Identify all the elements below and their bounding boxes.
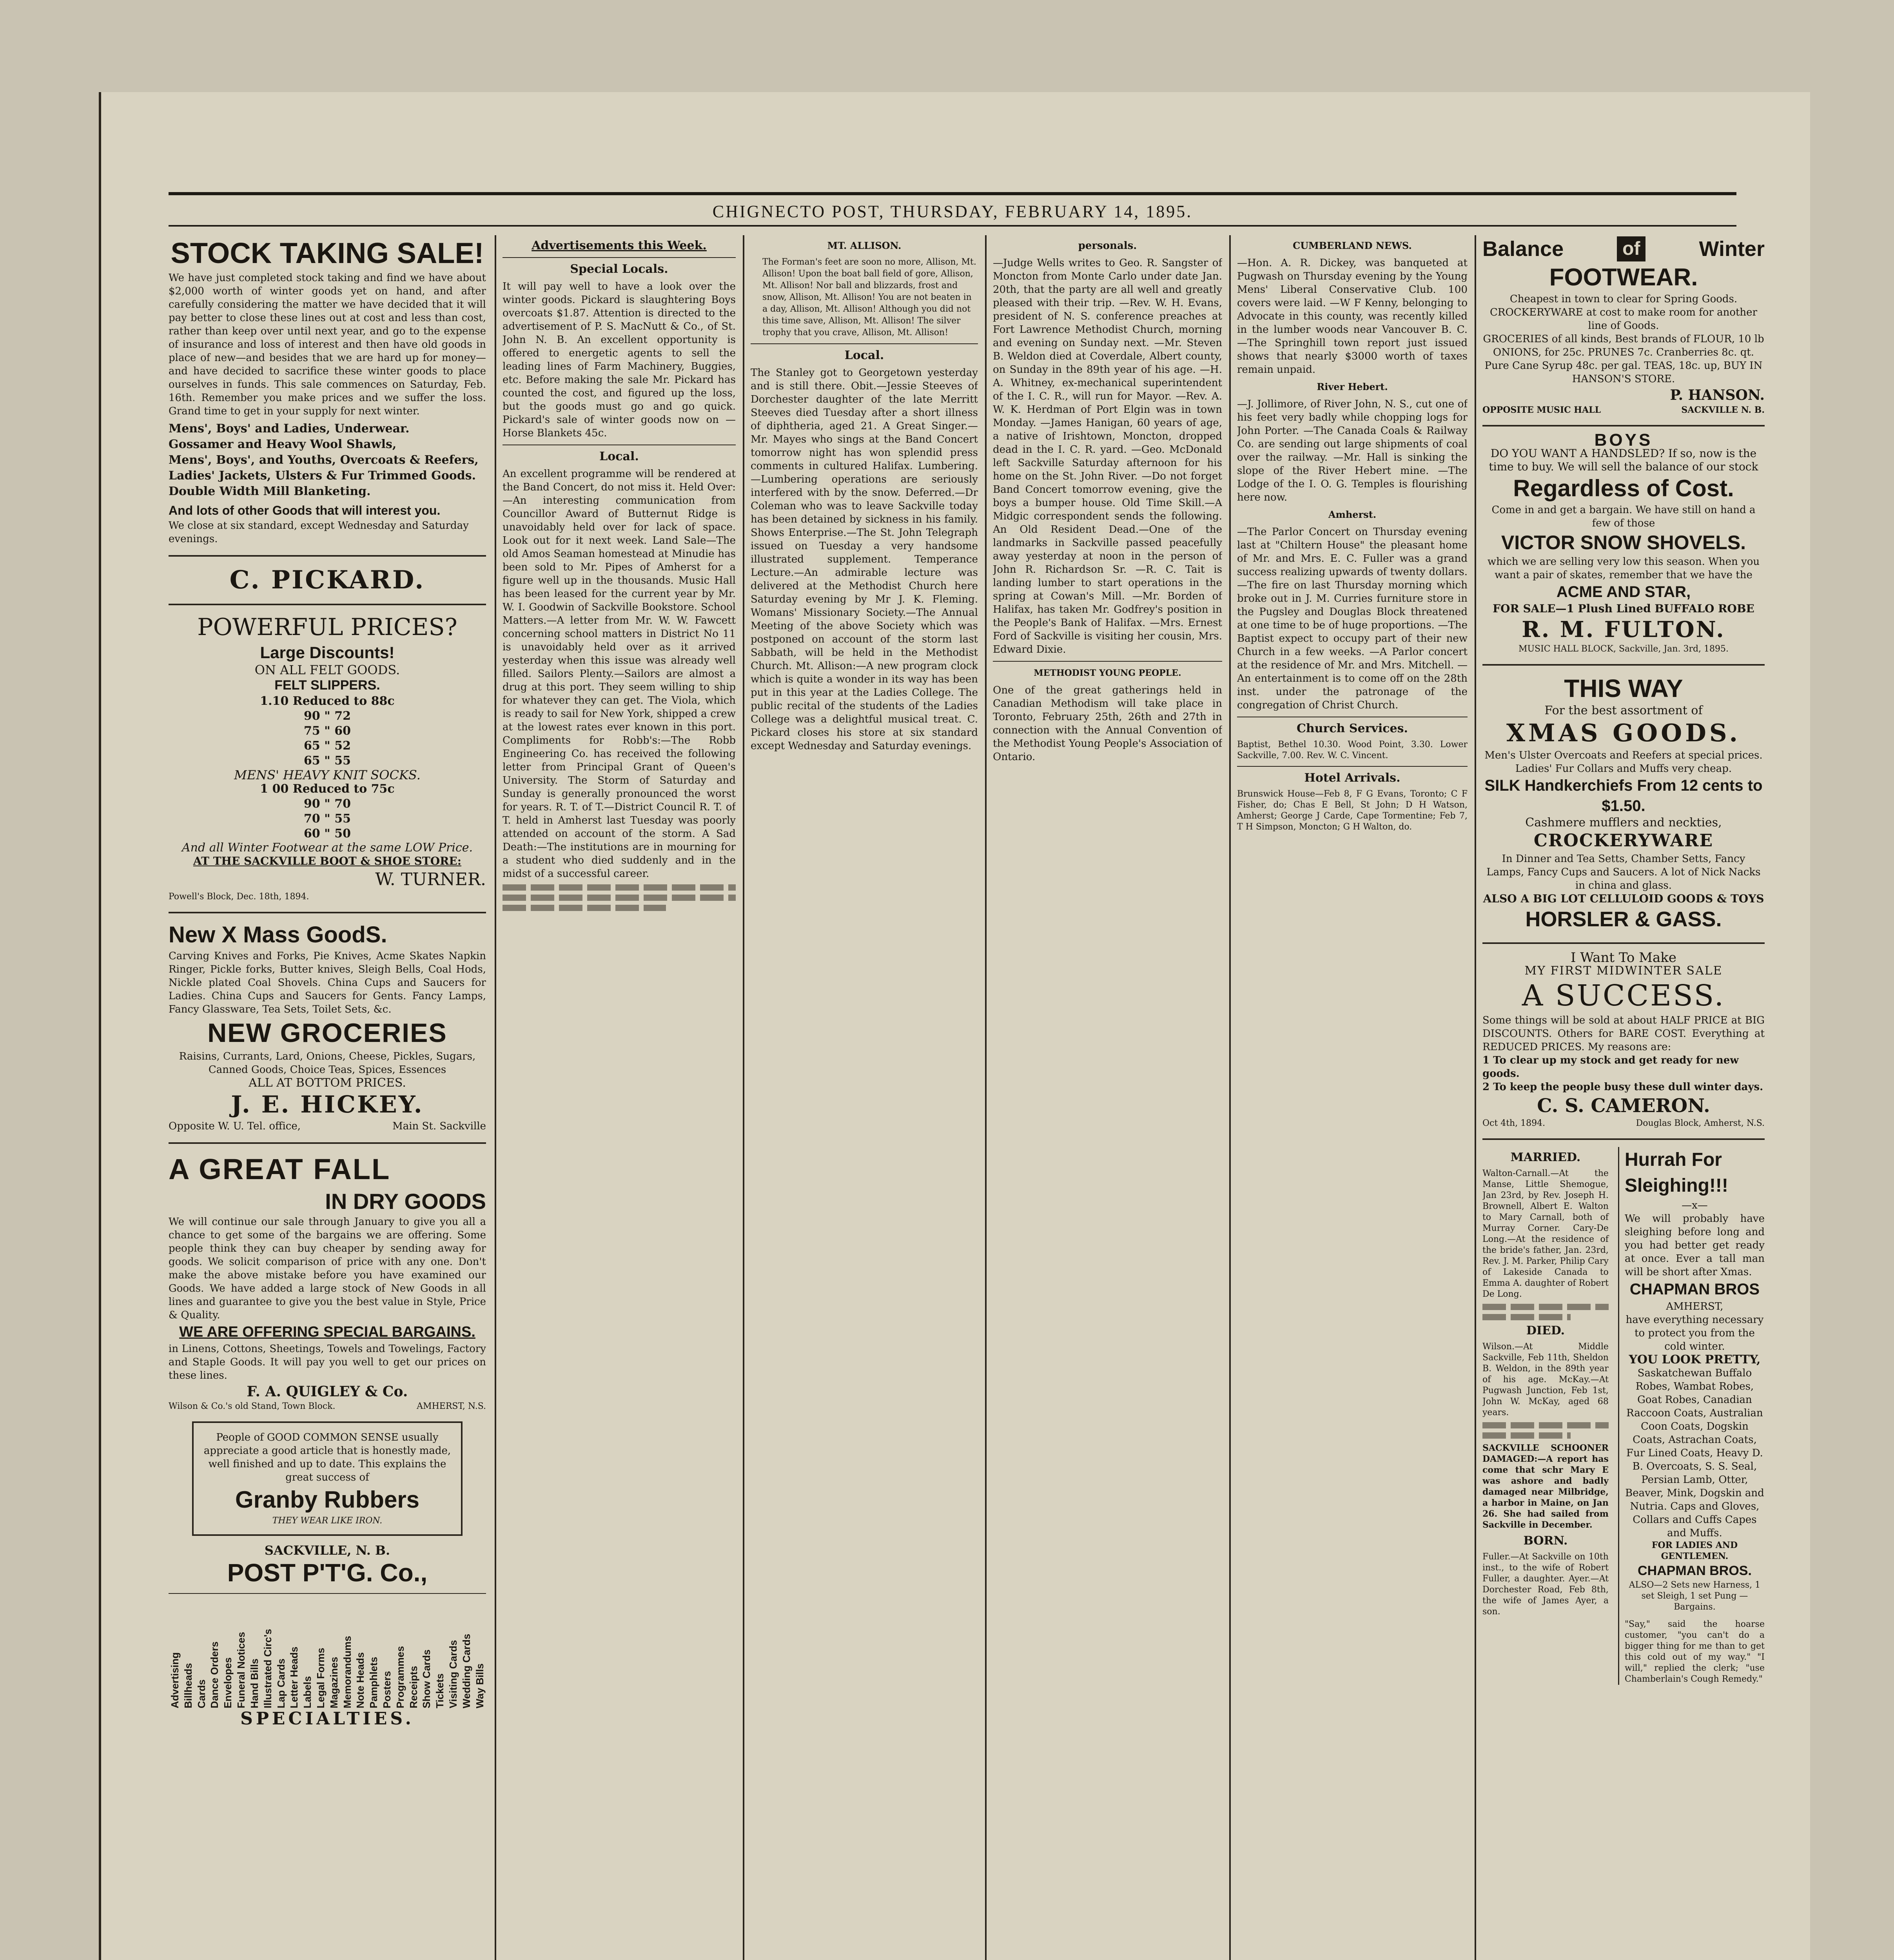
specialties: SPECIALTIES. <box>240 1709 414 1729</box>
harness-line: ALSO—2 Sets new Harness, 1 set Sleigh, 1 set Pung — Bargains. <box>1629 1580 1761 1612</box>
lower-split <box>1482 1147 1765 1685</box>
column-3-mt-allison <box>751 235 978 1960</box>
celluloid-line: ALSO A BIG LOT CELLULOID GOODS & TOYS <box>1483 892 1764 905</box>
text-line <box>1482 1304 1609 1310</box>
special-locals-title: Special Locals. <box>570 262 668 276</box>
of-word: of <box>1617 236 1645 261</box>
hanson-name: P. HANSON. <box>1670 387 1765 403</box>
column-4-personals <box>993 235 1222 1960</box>
boys-banner: BOYS <box>1594 430 1653 450</box>
stock-taking-ad <box>169 235 486 546</box>
column-rule-2 <box>743 235 744 1960</box>
hanson-address <box>1482 405 1765 416</box>
post-item: Funeral Notices <box>235 1632 247 1708</box>
fulton-name: R. M. FULTON. <box>1522 617 1725 642</box>
cameron-location: Douglas Block, Amherst, N.S. <box>1636 1118 1765 1128</box>
new-groceries-title: NEW GROCERIES <box>207 1018 447 1048</box>
chapman-title: CHAPMAN BROS <box>1629 1281 1760 1298</box>
dry-goods-title: IN DRY GOODS <box>325 1189 486 1214</box>
ladies-gents: FOR LADIES AND GENTLEMEN. <box>1651 1540 1738 1561</box>
divider <box>169 604 486 605</box>
chapman-body: have everything necessary to protect you from the cold winter. <box>1626 1314 1764 1352</box>
text-line <box>503 884 736 891</box>
crockery-line: CROCKERYWARE at cost to make room for another line of Goods. <box>1490 307 1757 332</box>
post-item: Magazines <box>328 1657 340 1708</box>
footwear-title: FOOTWEAR. <box>1549 264 1698 291</box>
text-line <box>1482 1432 1571 1439</box>
post-item: Memorandums <box>341 1636 353 1708</box>
hotel-arrivals-body: Brunswick House—Feb 8, F G Evans, Toronto; C F Fisher, do; Chas E Bell, St John; D H Watson, Amherst; George J Carde, Cape Tormentine; Feb 7, T H Simpson, Moncton; G H Walton, do. <box>1237 789 1468 832</box>
price-row: 65 " 55 <box>303 754 351 768</box>
hanson-address-left: OPPOSITE MUSIC HALL <box>1482 405 1601 415</box>
methodist-young-people-title: METHODIST YOUNG PEOPLE. <box>1034 668 1181 678</box>
cumberland-news-title: CUMBERLAND NEWS. <box>1293 240 1412 251</box>
best-assortment: For the best assortment of <box>1544 704 1703 717</box>
post-item: Cards <box>195 1679 207 1708</box>
post-items <box>169 1599 486 1708</box>
quigley-address-left: Wilson & Co.'s old Stand, Town Block. <box>169 1401 336 1411</box>
hotel-arrivals-title: Hotel Arrivals. <box>1304 771 1401 785</box>
masthead-rule-top <box>169 192 1736 195</box>
xmas-goods-title: XMAS GOODS. <box>1506 719 1741 747</box>
mt-allison-poem: The Forman's feet are soon no more, Allison, Mt. Allison! Upon the boat ball field of gore, Allison, Mt. Allison! Nor ball and blizzards, frost and snow, Allison, Mt. Allison! You are not beaten in a day, Allison, Mt. Allison! Although you did not this time save, Allison, Mt. Allison! The silver trophy that you crave, Allison, Mt. Allison! <box>762 257 976 338</box>
winter-word: Winter <box>1699 237 1765 261</box>
ulster-line: Men's Ulster Overcoats and Reefers at special prices. Ladies' Fur Collars and Muffs very cheap. <box>1484 750 1763 775</box>
sale-body: Some things will be sold at about HALF PRICE at BIG DISCOUNTS. Others for BARE COST. Everything at REDUCED PRICES. My reasons are: <box>1482 1014 1765 1053</box>
stock-line: Mens', Boys', and Youths, Overcoats & Reefers, <box>169 453 479 467</box>
church-services-body: Baptist, Bethel 10.30. Wood Point, 3.30. Lower Sackville, 7.00. Rev. W. C. Vincent. <box>1237 740 1468 760</box>
column-rule-5 <box>1475 235 1476 1960</box>
this-way-title: THIS WAY <box>1564 674 1683 702</box>
balance-of-winter-row <box>1482 235 1765 263</box>
married-body: Walton-Carnall.—At the Manse, Little Shemogue, Jan 23rd, by Rev. Joseph H. Brownell, Albert E. Walton to Mary Carnall, both of Murray Corner. Cary-De Long.—At the residence of the bride's father, Jan. 23rd, Rev. J. M. Parker, Philip Cary of Lakeside Canada to Emma A. daughter of Robert De Long. <box>1482 1169 1609 1299</box>
hickey-address <box>169 1120 486 1133</box>
post-item: Wedding Cards <box>460 1633 472 1708</box>
post-item: Labels <box>301 1676 314 1708</box>
text-line <box>1482 1422 1609 1428</box>
post-item: Tickets <box>434 1673 446 1708</box>
post-city: SACKVILLE, N. B. <box>264 1543 390 1558</box>
price-row: 1.10 Reduced to 88c <box>260 694 395 708</box>
born-title: BORN. <box>1523 1534 1568 1548</box>
cameron-name: C. S. CAMERON. <box>1537 1095 1710 1117</box>
column-2-locals <box>503 235 736 1960</box>
divider <box>1482 1138 1765 1140</box>
hurrah-body: We will probably have sleighing before long and you had better get ready at once. Ever a tall man will be short after Xmas. <box>1624 1213 1765 1278</box>
sock-prices <box>169 782 486 841</box>
column-1-ads <box>169 235 486 1960</box>
socks-title: MENS' HEAVY KNIT SOCKS. <box>234 768 421 782</box>
methodist-young-people-body: One of the great gatherings held in Canadian Methodism will take place in Toronto, February 25th, 26th and 27th in connection with the Annual Convention of the Methodist Young People's Association of Ontario. <box>993 684 1222 763</box>
born-body: Fuller.—At Sackville on 10th inst., to the wife of Robert Fuller, a daughter. Ayer.—At Dorchester Road, Feb 8th, the wife of James Ayer, a son. <box>1482 1552 1609 1617</box>
divider <box>169 1593 486 1594</box>
mt-allison-title: MT. ALLISON. <box>827 240 902 251</box>
post-item: Advertising <box>169 1652 181 1708</box>
special-bargains: WE ARE OFFERING SPECIAL BARGAINS. <box>179 1324 475 1340</box>
look-pretty: YOU LOOK PRETTY, <box>1629 1353 1761 1367</box>
felt-slippers: FELT SLIPPERS. <box>274 678 380 693</box>
buffalo-robe: FOR SALE—1 Plush Lined BUFFALO ROBE <box>1493 602 1754 615</box>
cameron-date: Oct 4th, 1894. <box>1482 1118 1546 1128</box>
price-row: 60 " 50 <box>303 827 351 840</box>
masthead <box>169 192 1736 227</box>
post-ptg-title: POST P'T'G. Co., <box>227 1559 428 1587</box>
felt-goods: ON ALL FELT GOODS. <box>254 662 400 677</box>
hanson-ad <box>1482 235 1765 416</box>
church-services-title: Church Services. <box>1297 722 1408 735</box>
bargains-body: in Linens, Cottons, Sheetings, Towels and Towelings, Factory and Staple Goods. It will pay you well to get our prices on these lines. <box>169 1343 486 1381</box>
pickard-name: C. PICKARD. <box>229 565 425 595</box>
post-item: Illustrated Circ's <box>261 1629 274 1708</box>
post-item: Hand Bills <box>248 1658 260 1708</box>
local-body: An excellent programme will be rendered at the Band Concert, do not miss it. Held Over:—An interesting communication from Councillor Award of Butternut Ridge is unavoidably held over for lack of space. Look out for it next week. Land Sale—The old Amos Seaman homestead at Minudie has been sold to Mr. Pipes of Amherst for a figure well up in the thousands. Music Hall has been leased for the current year by Mr. W. I. Goodwin of Sackville Bookstore. School Matters.—A letter from Mr. W. W. Fawcett concerning school matters in District No 11 is unavoidably held over as it arrived yesterday when this issue was already well filled. Sailors Plenty.—Sailors are almost a drug at this port. They seem willing to ship for whatever they can get. The Viola, which is ready to sail for New York, shipped a crew at the lowest rates ever known in this port. Compliments for Robb's:—The Robb Engineering Co. has received the following letter from Principal Grant of Queen's University. The Storm of Saturday and Sunday is generally pronounced the worst for years. R. T. of T.—District Council R. T. of T. held in Amherst last Tuesday was poorly attended on account of the storm. A Sad Death:—The institutions are in mourning for a student who died suddenly and in the midst of a successful career. <box>503 468 736 880</box>
vitals-column <box>1482 1147 1609 1685</box>
bottom-prices: ALL AT BOTTOM PRICES. <box>249 1076 406 1090</box>
powell-block: Powell's Block, Dec. 18th, 1894. <box>169 892 309 902</box>
column-rule-3 <box>985 235 987 1960</box>
died-body: Wilson.—At Middle Sackville, Feb 11th, Sheldon B. Weldon, in the 89th year of his age. McKay.—At Pugwash Junction, Feb 1st, John W. McKay, aged 68 years. <box>1482 1342 1609 1417</box>
column-5-cumberland <box>1237 235 1468 1960</box>
horsler-gass-name: HORSLER & GASS. <box>1525 907 1722 931</box>
local-body: The Stanley got to Georgetown yesterday and is still there. Obit.—Jessie Steeves of Dorchester daughter of the late Merritt Steeves died Tuesday after a short illness of diphtheria, aged 21. A Great Singer.—Mr. Mayes who sings at the Band Concert tomorrow night has won splendid press comments in cultured Halifax. Lumbering.—Lumbering operations are seriously interfered with by the snow. Deferred.—Dr Coleman who was to leave Sackville today has been detained by sickness in his family. Shows Enterprise.—The St. John Telegraph issued on Tuesday a very handsome illustrated supplement. Temperance Lecture.—An admirable lecture was delivered at the Methodist Church here Saturday evening by Mr J. K. Fleming. Womans' Missionary Society.—The Annual Meeting of the above Society which was postponed on account of the storm last Sabbath, will be held in the Methodist Church. Mt. Allison:—A new program clock which is quite a wonder in its way has been put in this year at the Ladies College. The public recital of the students of the Ladies College was a delightful musical treat. C. Pickard closes his store at six standard except Wednesday and Saturday evenings. <box>751 367 978 752</box>
married-title: MARRIED. <box>1510 1151 1581 1164</box>
quigley-ad <box>169 1151 486 1412</box>
post-item: Pamphlets <box>368 1657 380 1708</box>
cashmere-line: Cashmere mufflers and neckties, <box>1525 816 1722 829</box>
furs-list: Saskatchewan Buffalo Robes, Wambat Robes, Goat Robes, Canadian Raccoon Coats, Australian Coon Coats, Dogskin Coats, Astrachan Coats, Fur Lined Coats, Heavy D. B. Overcoats, S. S. Seal, Persian Lamb, Otter, Beaver, Mink, Dogskin and Nutria. Caps and Gloves, Collars and Cuffs Capes and Muffs. <box>1625 1367 1764 1539</box>
say-so-paragraph: "Say," said the hoarse customer, "you can't do a bigger thing for me than to get this cold out of my way." "I will," replied the clerk; "use Chamberlain's Cough Remedy." <box>1624 1619 1765 1684</box>
stock-line: Double Width Mill Blanketing. <box>169 485 371 498</box>
post-item: Way Bills <box>474 1663 486 1708</box>
hickey-address-left: Opposite W. U. Tel. office, <box>169 1120 301 1132</box>
stock-line: Mens', Boys' and Ladies, Underwear. <box>169 422 410 436</box>
river-hebert-title: River Hebert. <box>1317 381 1388 392</box>
pickard-ad <box>169 564 486 902</box>
personals-title: personals. <box>1078 240 1137 252</box>
winter-footwear: And all Winter Footwear at the same LOW Price. <box>181 841 473 855</box>
divider <box>1237 766 1468 767</box>
chapman-title-2: CHAPMAN BROS. <box>1638 1563 1752 1578</box>
handsled-line: DO YOU WANT A HANDSLED? If so, now is the time to buy. We will sell the balance of our stock <box>1489 447 1758 473</box>
ads-this-week: Advertisements this Week. <box>532 239 707 252</box>
cheapest-line: Cheapest in town to clear for Spring Goods. <box>1509 293 1738 305</box>
price-row: 90 " 72 <box>303 709 351 723</box>
personals-body: —Judge Wells writes to Geo. R. Sangster of Moncton from Monte Carlo under date Jan. 20th, that the party are all well and greatly pleased with their trip. —Rev. W. H. Evans, president of N. S. conference preaches at Fort Lawrence Methodist Church, morning and evening on Sunday next. —Mr. Steven B. Weldon died at Coverdale, Albert county, on Sunday in the 89th year of his age. —H. A. Whitney, ex-mechanical superintendent of the I. C. R., will run for Mayor. —Rev. A. W. K. Herdman of Port Elgin was in town Monday. —James Hanigan, 60 years of age, a native of Irishtown, Moncton, dropped dead in the I. C. R. yard. —Geo. McDonald left Sackville Saturday afternoon for his home on the St. John River. —Do not forget Band Concert tomorrow evening, give the boys a bumper house. Old Time Skill.—A Midgic correspondent sends the following. An Old Resident Dead.—One of the landmarks in Sackville passed peacefully away yesterday at noon in the person of John R. Richardson Sr. —R. C. Tait is landing lumber to start operations in the spring at Cowan's Mill. —Mr. Borden of Halifax, has taken Mr. Godfrey's position in the People's Bank of Halifax. —Mrs. Ernest Ford of Sackville is visiting her cousin, Mrs. Edward Dixie. <box>993 257 1222 655</box>
post-item: Letter Heads <box>288 1646 300 1708</box>
post-item: Lap Cards <box>275 1658 287 1708</box>
quigley-name: F. A. QUIGLEY & Co. <box>247 1383 408 1400</box>
turner-name: W. TURNER. <box>375 869 486 889</box>
price-row: 90 " 70 <box>303 797 351 811</box>
quigley-address <box>169 1401 486 1412</box>
divider <box>169 555 486 557</box>
hickey-ad <box>169 920 486 1133</box>
reason-2: 2 To keep the people busy these dull winter days. <box>1482 1081 1763 1093</box>
come-in-line: Come in and get a bargain. We have still on hand a few of those <box>1491 504 1756 529</box>
post-item: Receipts <box>407 1666 419 1708</box>
amherst-title: Amherst. <box>1328 509 1377 520</box>
groceries-list: Raisins, Currants, Lard, Onions, Cheese, Pickles, Sugars, Canned Goods, Choice Teas, Spices, Essences <box>179 1051 476 1076</box>
price-row: 65 " 52 <box>303 739 351 753</box>
hickey-address-right: Main St. Sackville <box>392 1120 486 1132</box>
stock-close: We close at six standard, except Wednesday and Saturday evenings. <box>169 520 469 545</box>
post-item: Posters <box>381 1671 393 1708</box>
divider <box>169 912 486 913</box>
died-title: DIED. <box>1526 1324 1565 1338</box>
horsler-gass-ad <box>1482 673 1765 933</box>
post-item: Legal Forms <box>314 1648 327 1708</box>
post-item: Visiting Cards <box>447 1640 459 1708</box>
victor-snow-shovels: VICTOR SNOW SHOVELS. <box>1501 532 1746 554</box>
hurrah-divider: —x— <box>1682 1200 1708 1211</box>
divider <box>751 343 978 344</box>
chapman-city: AMHERST, <box>1666 1301 1723 1312</box>
hanson-address-right: SACKVILLE N. B. <box>1681 405 1765 415</box>
balance-word: Balance <box>1482 237 1564 261</box>
column-rule-4 <box>1229 235 1231 1960</box>
stock-line: Gossamer and Heavy Wool Shawls, <box>169 437 397 451</box>
stock-taking-body: We have just completed stock taking and find we have about $2,000 worth of winter goods yet on hand, and after carefully considering the matter we have decided that it will pay better to close these lines out at cost and less than cost, rather than keep over until next year, and go to the expense of insurance and loss of interest and then have old goods in place of new—and besides that we are hard up for money—and have decided to sacrifice these winter goods to place ourselves in funds. This sale commences on Saturday, Feb. 16th. Remember you make prices and we suffer the loss. Grand time to get in your supply for next winter. <box>169 272 486 417</box>
a-success: A SUCCESS. <box>1522 979 1725 1013</box>
stock-taking-title: STOCK TAKING SALE! <box>171 237 484 269</box>
great-fall-body: We will continue our sale through January to give you all a chance to get some of the bargains we are offering. Some people think they can buy cheaper by sending away for goods. We solicit comparison of price with any one. Don't make the above mistake before you have examined our Goods. We have added a large stock of New Goods in all lines and guarantee to give you the best value in Style, Price & Quality. <box>169 1216 486 1321</box>
post-item: Dance Orders <box>209 1641 221 1708</box>
want-to-make: I Want To Make <box>1571 950 1676 965</box>
text-line <box>503 905 666 911</box>
powerful-prices: POWERFUL PRICES? <box>197 613 457 641</box>
divider <box>1482 664 1765 666</box>
granby-intro: People of GOOD COMMON SENSE usually appreciate a good article that is honestly made, well finished and up to date. This explains the great success of <box>203 1432 451 1483</box>
slipper-prices <box>169 694 486 768</box>
large-discounts: Large Discounts! <box>260 643 395 662</box>
silk-handkerchiefs: SILK Handkerchiefs From 12 cents to $1.50. <box>1484 777 1763 815</box>
price-row: 1 00 Reduced to 75c <box>260 782 395 796</box>
xmas-goods-body: Carving Knives and Forks, Pie Knives, Acme Skates Napkin Ringer, Pickle forks, Butter knives, Sleigh Bells, Coal Hods, Nickle plated Coal Shovels. China Cups and Saucers for Ladies. China Cups and Saucers for Gents. Fancy Lamps, Fancy Glassware, Tea Sets, Toilet Sets, &c. <box>169 950 486 1015</box>
price-row: 70 " 55 <box>303 812 351 826</box>
masthead-title: CHIGNECTO POST, THURSDAY, FEBRUARY 14, 1895. <box>712 202 1193 221</box>
fulton-ad <box>1482 430 1765 655</box>
post-printing-ad <box>169 1543 486 1729</box>
cameron-ad <box>1482 951 1765 1129</box>
boot-store: AT THE SACKVILLE BOOT & SHOE STORE: <box>193 855 462 867</box>
divider <box>993 661 1222 662</box>
price-row: 75 " 60 <box>303 724 351 738</box>
granby-tagline: THEY WEAR LIKE IRON. <box>272 1516 383 1526</box>
masthead-rule-bottom <box>169 225 1736 227</box>
xmas-goods-title: New X Mass GoodS. <box>169 922 387 947</box>
stock-lines <box>169 421 486 499</box>
hickey-name: J. E. HICKEY. <box>231 1091 424 1118</box>
column-6-ads <box>1482 235 1765 1960</box>
divider <box>169 1142 486 1144</box>
post-item: Billheads <box>182 1663 194 1708</box>
fulton-address: MUSIC HALL BLOCK, Sackville, Jan. 3rd, 1895. <box>1518 644 1729 654</box>
post-item: Note Heads <box>354 1652 366 1708</box>
local-title: Local. <box>844 348 884 362</box>
cumberland-news-body: —Hon. A. R. Dickey, was banqueted at Pugwash on Thursday evening by the Young Mens' Liberal Conservative Club. 100 covers were laid. —W F Kenny, belonging to Advocate in this county, was recently killed in the lumber woods near Vancouver B. C. —The Springhill town report just issued shows that nearly $3000 worth of taxes remain unpaid. <box>1237 257 1468 376</box>
post-item: Envelopes <box>222 1657 234 1708</box>
crockeryware-title: CROCKERYWARE <box>1533 831 1714 851</box>
river-hebert-body: —J. Jollimore, of River John, N. S., cut one of his feet very badly while chopping logs for John Porter. —The Canada Coals & Railway Co. are sending out large shipments of coal over the railway. —Mr. Hall is sinking the slope of the River Hebert mine. —The Lodge of the I. O. G. Temples is flourishing here now. <box>1237 398 1468 503</box>
selling-line: which we are selling very low this season. When you want a pair of skates, remember that we have the <box>1487 556 1760 581</box>
groceries-line: GROCERIES of all kinds, Best brands of FLOUR, 10 lb ONIONS, for 25c. PRUNES 7c. Cranberries 8c. qt. Pure Cane Syrup 48c. per gal. TEAS, 18c. up, BUY IN HANSON'S STORE. <box>1483 333 1764 385</box>
special-locals-body: It will pay well to have a look over the winter goods. Pickard is slaughtering Boys overcoats $1.87. Attention is directed to the advertisement of P. S. MacNutt & Co., of St. John N. B. An excellent opportunity is offered to energetic agents to sell the leading lines of Farm Machinery, Buggies, etc. Before making the sale Mr. Pickard has counted the cost, and figured up the loss, but the goods must go and go quick. Pickard's sale of winter goods now on — Horse Blankets 45c. <box>503 281 736 439</box>
reason-1: 1 To clear up my stock and get ready for new goods. <box>1482 1054 1739 1080</box>
hurrah-title: Hurrah For Sleighing!!! <box>1624 1149 1728 1196</box>
cameron-address <box>1482 1118 1765 1129</box>
granby-title: Granby Rubbers <box>235 1486 420 1513</box>
column-rule-1 <box>495 235 496 1960</box>
post-item: Programmes <box>394 1646 406 1708</box>
acme-and-star: ACME AND STAR, <box>1556 583 1691 601</box>
schooner-notice: SACKVILLE SCHOONER DAMAGED:—A report has come that schr Mary E was ashore and badly damaged near Milbridge, a harbor in Maine, on Jan 26. She had sailed from Sackville in December. <box>1482 1443 1609 1530</box>
local-title: Local. <box>599 450 639 463</box>
stock-line: Ladies' Jackets, Ulsters & Fur Trimmed Goods. <box>169 469 476 483</box>
great-fall-title: A GREAT FALL <box>169 1153 391 1185</box>
granby-ad <box>192 1421 463 1536</box>
dinner-line: In Dinner and Tea Setts, Chamber Setts, Fancy Lamps, Fancy Cups and Saucers. A lot of Nick Nacks in china and glass. <box>1486 853 1761 891</box>
text-line <box>1482 1314 1571 1320</box>
amherst-body: —The Parlor Concert on Thursday evening last at "Chiltern House" the pleasant home of Mr. and Mrs. E. C. Fuller was a grand success realizing upwards of twenty dollars. —The fire on last Thursday morning which broke out in J. M. Curries furniture store in the Pugsley and Douglas Block threatened at one time to be of huge proportions. —The Baptist expect to occupy part of their new Church in a few weeks. —A Parlor concert at the residence of Mr. and Mrs. Mitchell. —An entertainment is to come off on the 28th inst. under the patronage of the congregation of Christ Church. <box>1237 526 1468 711</box>
divider <box>1482 942 1765 944</box>
midwinter-sale: MY FIRST MIDWINTER SALE <box>1524 964 1723 978</box>
divider <box>1482 425 1765 426</box>
regardless-of-cost: Regardless of Cost. <box>1513 475 1734 501</box>
post-item: Show Cards <box>421 1649 433 1708</box>
divider <box>503 257 736 258</box>
text-line <box>503 895 736 901</box>
stock-tagline: And lots of other Goods that will interest you. <box>169 503 441 517</box>
chapman-ad <box>1618 1147 1765 1685</box>
quigley-address-right: AMHERST, N.S. <box>417 1401 486 1411</box>
